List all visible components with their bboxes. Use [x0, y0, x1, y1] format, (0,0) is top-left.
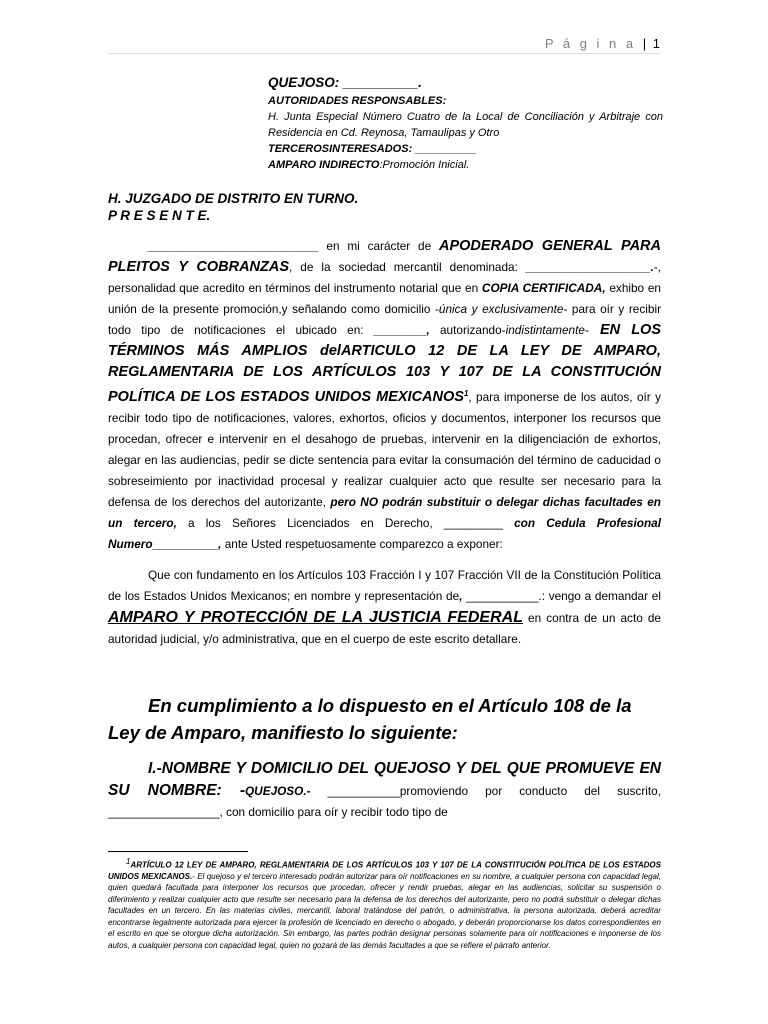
- terceros-label: TERCEROSINTERESADOS: [268, 143, 409, 155]
- section-one-title: I.-NOMBRE Y DOMICILIO DEL QUEJOSO Y DEL QUE PROMUEVE EN SU NOMBRE: -: [108, 760, 661, 799]
- autoridades-label: AUTORIDADES RESPONSABLES: [268, 95, 443, 107]
- court-address: [108, 190, 358, 224]
- footnote: [108, 856, 661, 951]
- page-header: [545, 36, 660, 51]
- footnote-title: ARTÍCULO 12 LEY DE AMPARO, REGLAMENTARIA DE LOS ARTÍCULOS 103 Y 107 DE LA CONSTITUCIÓN POLÍTICA DE LOS ESTADOS UNIDOS MEXICANOS.: [108, 860, 661, 882]
- footnote-number: 1: [126, 857, 131, 866]
- amparo-proteccion-text: AMPARO Y PROTECCIÓN DE LA JUSTICIA FEDERAL: [108, 608, 523, 626]
- document-body: [108, 236, 661, 650]
- paragraph-1: __________________________ en mi carácter de APODERADO GENERAL PARA PLEITOS Y COBRANZAS, de la sociedad mercantil denominada: ___________________.-, personalidad que acredito en términos del instrumento notarial que en COPIA CERTIFICADA, exhibo en unión de la presente promoción,y señalando como domicilio -única y exclusivamente- para oír y recibir todo tipo de notificaciones el ubicado en: ________, autorizando-indistintamente- EN LOS TÉRMINOS MÁS AMPLIOS delARTICULO 12 DE LA LEY DE AMPARO, REGLAMENTARIA DE LOS ARTÍCULOS 103 Y 107 DE LA CONSTITUCIÓN POLÍTICA DE LOS ESTADOS UNIDOS MEXICANOS$^1$, para imponerse de los autos, oír y recibir todo tipo de notificaciones, valores, exhortos, oficios y documentos, interponer los recursos que procedan, ofrecer e intervenir en el desahogo de pruebas, intervenir en la diligenciación de exhortos, alegar en las audiencias, pedir se dicte sentencia para evitar la consumación del término de caducidad o sobreseimiento por inactividad procesal y realizar cualquier acto que resulte ser necesario para la defensa de los derechos del autorizante, pero NO podrán substituir o delegar dichas facultades en un tercero, a los Señores Licenciados en Derecho, _________ con Cedula Profesional Numero__________, ante Usted respetuosamente comparezco a exponer:: [108, 238, 662, 551]
- page-number: 1: [652, 36, 660, 51]
- pero-no-text: pero NO podrán substituir o delegar dichas facultades en un tercero,: [108, 494, 662, 530]
- header-rule: [108, 53, 660, 54]
- amparo-label: AMPARO INDIRECTO: [268, 159, 380, 171]
- cedula-text: Cedula Profesional Numero: [108, 515, 662, 551]
- section-intro-heading: En cumplimiento a lo dispuesto en el Artículo 108 de la Ley de Amparo, manifiesto lo siguiente:: [108, 695, 632, 743]
- page-label: P á g i n a: [544, 36, 637, 51]
- autoridades-text: H. Junta Especial Número Cuatro de la Local de Conciliación y Arbitraje con Residencia en Cd. Reynosa, Tamaulipas y Otro: [268, 111, 663, 139]
- apoderado-text: APODERADO GENERAL PARA PLEITOS Y COBRANZAS: [108, 238, 661, 275]
- page-separator: |: [642, 36, 647, 51]
- footnote-ref: 1: [463, 389, 469, 398]
- paragraph-2: Que con fundamento en los Artículos 103 Fracción I y 107 Fracción VII de la Constitución Política de los Estados Unidos Mexicanos; en nombre y representación de, ___________.: vengo a demandar el AMPARO Y PROTECCIÓN DE LA JUSTICIA FEDERAL en contra de un acto de autoridad judicial, y/o administrativa, que en el cuerpo de este escrito detallare.: [108, 567, 661, 646]
- section-one: I.-NOMBRE Y DOMICILIO DEL QUEJOSO Y DEL QUE PROMUEVE EN SU NOMBRE: -QUEJOSO.- ___________promoviendo por conducto del suscrito, _________________, con domicilio para oír y recibir todo tipo de: [108, 760, 662, 819]
- footnote-text: - El quejoso y el tercero interesado podrán autorizar para oír notificaciones en su nombre, a cualquier persona con capacidad legal, quien quedará facultada para interponer los recursos que procedan, ofrecer y rendir pruebas, alegar en las audiencias, solicitar su suspensión o diferimiento y realizar cualquier acto que resulte ser necesario para la defensa de los derechos del autorizante, pero no podrá substituir o delegar dichas facultades en un tercero. En las materias civiles, mercantil, laboral tratándose del patrón, o administrativa, la persona autorizada, deberá acreditar encontrarse legalmente autorizada para ejercer la profesión de licenciado en derecho o abogado, y deberán proporcionarse los datos correspondientes en el escrito en que se otorgue dicha autorización. Sin embargo, las partes podrán designar personas solamente para oír notificaciones e imponerse de los autos, a cualquier persona con capacidad legal, quien no gozará de las demás facultades a que se refiere el párrafo anterior.: [108, 872, 661, 950]
- terminos-text: EN LOS TÉRMINOS MÁS AMPLIOS del: [108, 322, 661, 359]
- case-caption: QUEJOSO: __________. AUTORIDADES RESPONSABLES: H. Junta Especial Número Cuatro de la Local de Conciliación y Arbitraje con Residencia en Cd. Reynosa, Tamaulipas y Otro TERCEROSINTERESADOS: __________ AMPARO INDIRECTO:Promoción Inicial.: [268, 75, 663, 171]
- court-name: H. JUZGADO DE DISTRITO EN TURNO.: [108, 191, 359, 206]
- articulo-text: ARTICULO 12 DE LA LEY DE AMPARO, REGLAMENTARIA DE LOS ARTÍCULOS 103 Y 107 DE LA CONSTITUCIÓN POLÍTICA DE LOS ESTADOS UNIDOS MEXICANOS: [108, 343, 661, 405]
- terceros-value: __________: [415, 143, 477, 155]
- amparo-value: Promoción Inicial.: [382, 159, 470, 171]
- presente-line: P R E S E N T E.: [108, 208, 211, 223]
- quejoso-line: QUEJOSO: __________.: [268, 75, 422, 90]
- footnote-rule: [108, 851, 248, 852]
